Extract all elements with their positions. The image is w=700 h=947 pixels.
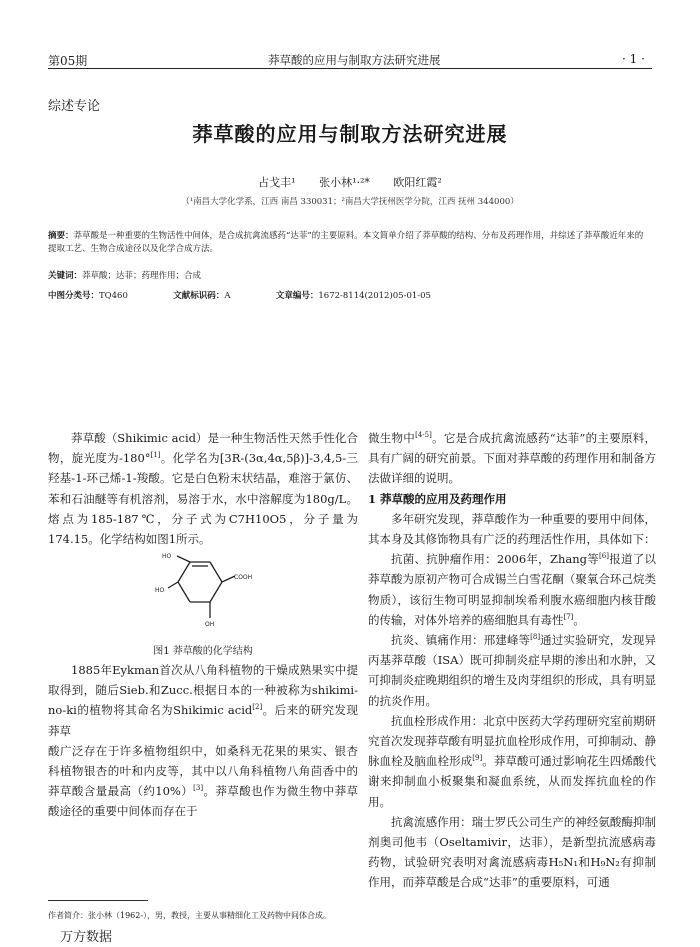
running-title: 莽草酸的应用与制取方法研究进展: [268, 53, 441, 67]
author-list: [0, 174, 700, 190]
page-number: · 1 ·: [622, 52, 645, 66]
affiliation: （¹南昌大学化学系，江西 南昌 330031；²南昌大学抚州医学分院，江西 抚州 344000）: [181, 197, 519, 207]
label-oh: OH: [205, 621, 215, 628]
author-1: 占戈丰¹: [258, 176, 296, 189]
paragraph: 抗炎、镇痛作用：邢建峰等[8]通过实验研究，发现异丙基莽草酸（ISA）既可抑制炎症早期的渗出和水肿，又可抑制炎症晚期组织的增生及肉芽组织的形成，具有明显的抗炎作用。: [368, 633, 657, 708]
figure-caption: 图1 莽草酸的化学结构: [153, 646, 253, 657]
paragraph: 微生物中[4-5]。它是合成抗禽流感药“达菲”的主要原料，具有广阔的研究前景。下面对莽草酸的药理作用和制备方法做详细的说明。: [368, 431, 657, 486]
abstract-label: 摘要：: [48, 231, 74, 241]
article-id-label: 文章编号：: [275, 291, 319, 301]
paragraph: 莽草酸（Shikimic acid）是一种生物活性天然手性化合物，旋光度为-180°[1]。化学名为[3R-(3α,4α,5β)]-3,4,5-三羟基-1-环己烯-1-羧酸。它是白色粉末状结晶，难溶于氯仿、苯和石油醚等有机溶剂，易溶于水，水中溶解度为180g/L。熔点为185-187℃，分子式为C7H10O5，分子量为174.15。化学结构如图1所示。: [48, 431, 358, 547]
paragraph: 1885年Eykman首次从八角科植物的干燥成熟果实中提取得到，随后Sieb.和Zucc.根据日本的一种被称为shikimi-no-ki的植物将其命名为Shikimic acid[2]。后来的研究发现莽草: [48, 663, 358, 738]
citation: [2]: [252, 703, 263, 712]
citation: [3]: [193, 784, 204, 793]
label-cooh: COOH: [234, 574, 253, 581]
paragraph: 多年研究发现，莽草酸作为一种重要的要用中间体，其本身及其修饰物具有广泛的药理活性作用，具体如下：: [368, 511, 656, 547]
citation: [4-5]: [415, 431, 432, 440]
paragraph: 抗禽流感作用：瑞士罗氏公司生产的神经氨酸酶抑制剂奥司他韦（Oseltamivir，达菲），是新型抗流感病毒药物，试验研究表明对禽流感病毒H₅N₁和H₉N₂有抑制作用，而莽草酸是合成“达菲”的重要原料，可通: [368, 814, 656, 890]
paragraph: 抗菌、抗肿瘤作用：2006年，Zhang等[6]报道了以莽草酸为原初产物可合成锡兰白雪花酮（聚氧合环己烷类物质），该衍生物可明显抑制埃希利腹水癌细胞内核苷酸的传输，对体外培养的癌细胞具有毒性[7]。: [368, 552, 656, 627]
citation: [1]: [150, 451, 161, 460]
left-column-top: [48, 428, 358, 549]
watermark: 万方数据: [60, 930, 113, 945]
footnote-rule: [48, 900, 148, 901]
citation: [7]: [563, 613, 574, 621]
code-value: A: [224, 291, 231, 301]
classification-line: [48, 290, 648, 303]
article-id-value: 1672-8114(2012)05-01-05: [318, 291, 431, 301]
class-value: TQ460: [99, 291, 128, 301]
shikimic-acid-structure: [150, 552, 260, 642]
label-ho-left: HO: [162, 553, 172, 560]
abstract: [48, 230, 648, 256]
keywords-label: 关键词：: [48, 271, 83, 281]
keywords-text: 莽草酸；达菲；药理作用；合成: [82, 271, 202, 281]
abstract-text: 莽草酸是一种重要的生物活性中间体，是合成抗禽流感药“达菲”的主要原料。本文简单介绍了莽草酸的结构、分布及药理作用，并综述了莽草酸近年来的提取工艺、生物合成途径以及化学合成方法。: [48, 231, 644, 254]
label-ho-mid: HO: [155, 587, 165, 594]
author-2: 张小林¹·²*: [319, 176, 370, 189]
citation: [9]: [472, 754, 483, 763]
section-heading: 1 莽草酸的应用及药理作用: [368, 491, 507, 506]
keywords: [48, 270, 648, 283]
right-column: [368, 428, 656, 893]
section-label: 综述专论: [48, 99, 101, 114]
citation: [8]: [530, 633, 541, 642]
class-label: 中图分类号：: [48, 291, 100, 301]
code-label: 文献标识码：: [173, 291, 225, 301]
left-column-bottom: [48, 660, 358, 822]
issue-number: 第05期: [48, 54, 88, 68]
paragraph: 抗血栓形成作用：北京中医药大学药理研究室前期研究首次发现莽草酸有明显抗血栓形成作用，可抑制动、静脉血栓及脑血栓形成[9]。莽草酸可通过影响花生四烯酸代谢来抑制血小板聚集和凝血系统，从而发挥抗血栓的作用。: [368, 713, 657, 809]
header-rule: [48, 68, 652, 69]
paragraph: 酸广泛存在于许多植物组织中，如桑科无花果的果实、银杏科植物银杏的叶和内皮等，其中以八角科植物八角茴香中的莽草酸含量最高（约10%）[3]。莽草酸也作为微生物中莽草酸途径的重要中间体而存在于: [48, 743, 359, 819]
author-3: 欧阳红霞²: [393, 176, 442, 189]
author-footnote: 作者简介：张小林（1962-），男，教授，主要从事精细化工及药物中间体合成。: [48, 911, 332, 920]
article-title: 莽草酸的应用与制取方法研究进展: [192, 122, 508, 146]
citation: [6]: [599, 552, 609, 561]
